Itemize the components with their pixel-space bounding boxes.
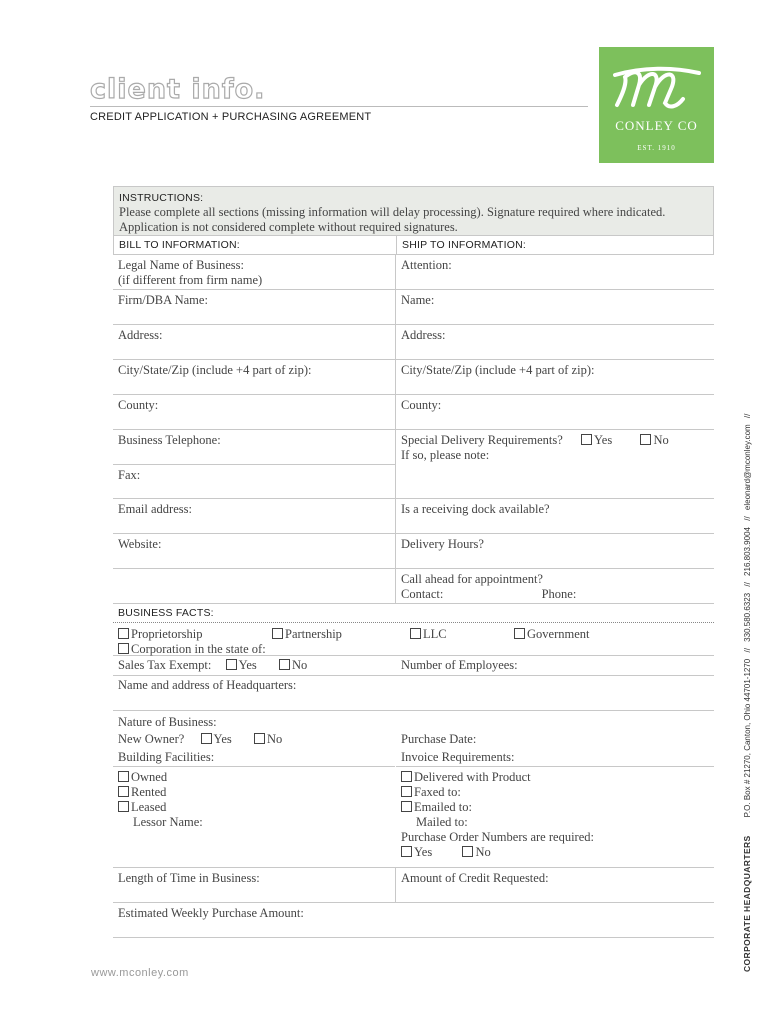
blank-cell[interactable] (113, 569, 396, 603)
government-checkbox[interactable] (514, 628, 525, 639)
sidebar-phone-1: 330.580.6323 (743, 592, 752, 642)
leased-checkbox[interactable] (118, 801, 129, 812)
sales-tax-no-checkbox[interactable] (279, 659, 290, 670)
bill-city-field[interactable] (113, 360, 396, 394)
leased-option (113, 800, 395, 815)
business-facts-heading: BUSINESS FACTS: (118, 607, 214, 619)
employees-field[interactable] (396, 656, 714, 675)
delivery-hours-label: Delivery Hours? (401, 537, 484, 551)
corporation-label: Corporation in the state of: (131, 642, 266, 656)
sidebar-phone-2: 216.803.9004 (743, 527, 752, 576)
bill-city-label: City/State/Zip (include +4 part of zip): (118, 363, 312, 377)
invoice-column (396, 729, 714, 867)
sidebar-sep: // (743, 648, 752, 653)
faxed-option (396, 785, 714, 800)
sidebar-contact (742, 410, 752, 972)
attention-field[interactable] (396, 255, 714, 289)
rented-option (113, 785, 395, 800)
emailed-checkbox[interactable] (401, 801, 412, 812)
invoice-options (396, 766, 714, 860)
page-subtitle: CREDIT APPLICATION + PURCHASING AGREEMENT (90, 111, 372, 123)
title-divider (90, 106, 588, 107)
llc-checkbox[interactable] (410, 628, 421, 639)
form-row (113, 255, 714, 290)
ship-county-field[interactable] (396, 395, 714, 429)
delivered-option (396, 767, 714, 785)
special-no-checkbox[interactable] (640, 434, 651, 445)
invoice-label: Invoice Requirements: (401, 750, 515, 764)
sidebar-sep: // (743, 516, 752, 521)
llc-option (405, 624, 447, 642)
new-owner-yes-checkbox[interactable] (201, 733, 212, 744)
delivered-label: Delivered with Product (414, 770, 531, 784)
bill-county-field[interactable] (113, 395, 396, 429)
employees-label: Number of Employees: (401, 658, 518, 672)
sales-tax-yes-checkbox[interactable] (226, 659, 237, 670)
government-label: Government (527, 627, 590, 641)
emailed-label: Emailed to: (414, 800, 472, 814)
website-label: Website: (118, 537, 162, 551)
new-owner-label: New Owner? (118, 732, 185, 746)
special-yes-checkbox[interactable] (581, 434, 592, 445)
legal-name-label: Legal Name of Business: (118, 258, 245, 272)
ship-name-field[interactable] (396, 290, 714, 324)
form-row (113, 290, 714, 325)
special-delivery-label: Special Delivery Requirements? (401, 433, 563, 447)
faxed-label: Faxed to: (414, 785, 461, 799)
attention-label: Attention: (401, 258, 452, 272)
page-title: client info. (90, 74, 266, 105)
contact-line (396, 587, 714, 602)
email-label: Email address: (118, 502, 192, 516)
ownership-column (113, 729, 395, 867)
ship-to-heading: SHIP TO INFORMATION: (402, 239, 526, 251)
form-row (113, 569, 714, 603)
logo-established: EST. 1910 (637, 144, 676, 152)
new-owner-no-checkbox[interactable] (254, 733, 265, 744)
instructions-box (113, 186, 714, 236)
po-options (396, 845, 714, 860)
rented-checkbox[interactable] (118, 786, 129, 797)
credit-field[interactable] (396, 868, 714, 902)
length-field[interactable] (113, 868, 396, 902)
logo-company-name: CONLEY CO (615, 118, 698, 133)
ship-city-field[interactable] (396, 360, 714, 394)
proprietorship-checkbox[interactable] (118, 628, 129, 639)
owned-checkbox[interactable] (118, 771, 129, 782)
owned-option (113, 767, 395, 785)
business-details-row (113, 711, 714, 868)
partnership-label: Partnership (285, 627, 342, 641)
corporation-checkbox[interactable] (118, 643, 129, 654)
dock-field[interactable] (396, 499, 714, 533)
special-delivery-field[interactable] (396, 430, 714, 498)
sidebar-hq: CORPORATE HEADQUARTERS (742, 835, 752, 972)
purchase-date-label: Purchase Date: (401, 732, 477, 746)
facilities-options (113, 766, 395, 830)
length-label: Length of Time in Business: (118, 871, 260, 885)
instructions-line-1: Please complete all sections (missing information will delay processing). Signature required where indicated. (119, 205, 666, 219)
nature-label: Nature of Business: (118, 715, 217, 729)
po-no-label: No (475, 845, 491, 859)
faxed-checkbox[interactable] (401, 786, 412, 797)
application-form (113, 186, 714, 938)
sidebar-address: P.O. Box # 21270, Canton, Ohio 44701-1270 (743, 658, 752, 818)
llc-label: LLC (423, 627, 447, 641)
sidebar-sep: // (743, 582, 752, 587)
footer-url[interactable]: www.mconley.com (91, 967, 189, 979)
special-note-label: If so, please note: (401, 448, 490, 462)
corporation-option (113, 639, 266, 657)
business-facts-header-row (113, 603, 714, 623)
website-field[interactable] (113, 534, 396, 568)
po-no-checkbox[interactable] (462, 846, 473, 857)
section-headers-row (113, 236, 714, 255)
rented-label: Rented (131, 785, 167, 799)
new-owner-yes-label: Yes (213, 732, 232, 746)
facilities-label: Building Facilities: (118, 750, 215, 764)
po-required-label: Purchase Order Numbers are required: (401, 830, 594, 844)
phone-fax-cell (113, 430, 396, 498)
sales-tax-label: Sales Tax Exempt: (118, 658, 212, 672)
call-ahead-field[interactable] (396, 569, 714, 603)
entity-type-row (113, 623, 714, 656)
new-owner-no-label: No (267, 732, 283, 746)
sales-tax-yes-label: Yes (238, 658, 257, 672)
email-field[interactable] (113, 499, 396, 533)
call-ahead-label: Call ahead for appointment? (401, 572, 543, 586)
form-row (113, 395, 714, 430)
sales-tax-no-label: No (292, 658, 308, 672)
ship-city-label: City/State/Zip (include +4 part of zip): (401, 363, 595, 377)
hq-row[interactable] (113, 676, 714, 711)
special-no-label: No (653, 433, 669, 447)
legal-name-field[interactable] (113, 255, 396, 289)
owned-label: Owned (131, 770, 168, 784)
logo-m-mark-icon (613, 65, 701, 113)
sidebar-email[interactable]: eleonard@mconley.com (743, 424, 752, 511)
sales-tax-line (113, 656, 395, 673)
weekly-label: Estimated Weekly Purchase Amount: (118, 906, 304, 920)
form-row (113, 430, 714, 499)
partnership-option (267, 624, 342, 642)
credit-label: Amount of Credit Requested: (401, 871, 549, 885)
proprietorship-label: Proprietorship (131, 627, 203, 641)
bill-county-label: County: (118, 398, 159, 412)
business-phone-field[interactable] (113, 430, 395, 465)
legal-name-note: (if different from firm name) (118, 273, 263, 287)
business-phone-label: Business Telephone: (118, 433, 221, 447)
form-row (113, 534, 714, 569)
company-logo (599, 47, 714, 163)
government-option (509, 624, 589, 642)
new-owner-line (113, 729, 395, 747)
sidebar-sep: // (743, 413, 752, 419)
bill-to-heading: BILL TO INFORMATION: (119, 239, 240, 251)
po-yes-checkbox[interactable] (401, 846, 412, 857)
ship-address-field[interactable] (396, 325, 714, 359)
firm-name-label: Firm/DBA Name: (118, 293, 208, 307)
partnership-checkbox[interactable] (272, 628, 283, 639)
delivery-hours-field[interactable] (396, 534, 714, 568)
ship-address-label: Address: (401, 328, 446, 342)
special-delivery-line (396, 430, 714, 448)
form-row (113, 499, 714, 534)
contact-label: Contact: (401, 587, 444, 601)
leased-label: Leased (131, 800, 167, 814)
lessor-label: Lessor Name: (133, 815, 203, 829)
fax-label: Fax: (118, 468, 141, 482)
fax-field[interactable] (113, 465, 395, 483)
instructions-heading: INSTRUCTIONS: (119, 192, 204, 204)
form-row (113, 360, 714, 395)
bill-address-field[interactable] (113, 325, 396, 359)
mailed-label: Mailed to: (416, 815, 468, 829)
ship-county-label: County: (401, 398, 442, 412)
form-row (113, 868, 714, 903)
bill-address-label: Address: (118, 328, 163, 342)
dock-label: Is a receiving dock available? (401, 502, 550, 516)
sales-tax-field (113, 656, 395, 675)
phone-label: Phone: (541, 587, 577, 601)
form-row (113, 656, 714, 676)
weekly-row[interactable] (113, 903, 714, 938)
ship-name-label: Name: (401, 293, 435, 307)
emailed-option (396, 800, 714, 815)
instructions-line-2: Application is not considered complete without required signatures. (119, 220, 458, 234)
form-row (113, 325, 714, 360)
hq-label: Name and address of Headquarters: (118, 678, 297, 692)
po-yes-label: Yes (414, 845, 433, 859)
firm-name-field[interactable] (113, 290, 396, 324)
special-yes-label: Yes (594, 433, 613, 447)
delivered-checkbox[interactable] (401, 771, 412, 782)
